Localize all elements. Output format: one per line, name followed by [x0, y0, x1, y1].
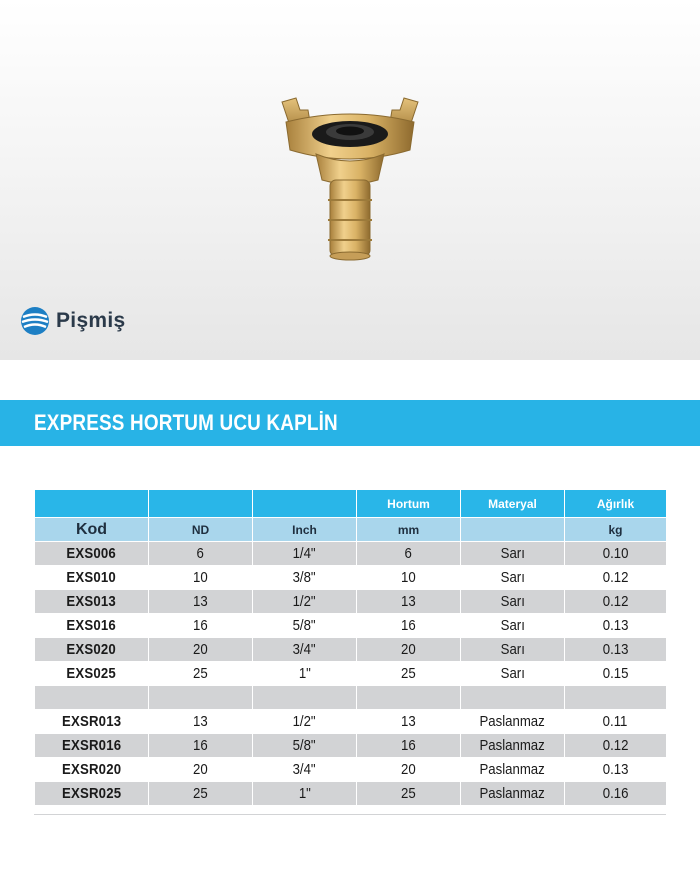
- table-cell: [461, 542, 565, 566]
- cell-text: 0.12: [602, 593, 629, 610]
- table-cell: [357, 782, 461, 806]
- brand-logo-icon: [20, 306, 50, 336]
- table-cell: [149, 758, 253, 782]
- table-cell: [565, 638, 667, 662]
- product-hero: [0, 0, 700, 360]
- table-cell: [461, 614, 565, 638]
- cell-text: EXS025: [66, 665, 117, 682]
- table-cell: [149, 686, 253, 710]
- table-cell: [253, 566, 357, 590]
- header-cell: Materyal: [461, 490, 565, 518]
- cell-text: 16: [193, 737, 208, 754]
- cell-text: 13: [401, 593, 416, 610]
- table-cell: [149, 566, 253, 590]
- product-code-cell: [35, 542, 149, 566]
- table-cell: [461, 638, 565, 662]
- cell-text: 0.13: [602, 641, 629, 658]
- table-cell: [565, 734, 667, 758]
- table-cell: [357, 734, 461, 758]
- cell-text: 1": [298, 785, 311, 802]
- cell-text: 20: [401, 761, 416, 778]
- cell-text: 0.16: [602, 785, 629, 802]
- cell-text: EXS013: [66, 593, 117, 610]
- table-header-top: [35, 490, 667, 518]
- brand: [20, 306, 126, 336]
- cell-text: 13: [193, 713, 208, 730]
- table-cell: [253, 734, 357, 758]
- table-cell: [357, 758, 461, 782]
- cell-text: 1": [298, 665, 311, 682]
- cell-text: 0.13: [602, 761, 629, 778]
- table-cell: [357, 710, 461, 734]
- section-banner: [0, 400, 700, 446]
- cell-text: EXS010: [66, 569, 117, 586]
- cell-text: Sarı: [500, 641, 525, 658]
- cell-text: 20: [401, 641, 416, 658]
- cell-text: 25: [401, 665, 416, 682]
- table-row: [35, 590, 667, 614]
- cell-text: Sarı: [500, 569, 525, 586]
- header-cell: [35, 490, 149, 518]
- product-code-cell: [35, 758, 149, 782]
- table-cell: [149, 638, 253, 662]
- cell-text: 20: [193, 761, 208, 778]
- product-code-cell: [35, 686, 149, 710]
- header-cell: Kod: [35, 518, 149, 542]
- table-cell: [565, 758, 667, 782]
- table-cell: [461, 710, 565, 734]
- table-cell: [253, 662, 357, 686]
- table-cell: [565, 614, 667, 638]
- cell-text: 0.12: [602, 737, 629, 754]
- table-cell: [149, 782, 253, 806]
- cell-text: 25: [193, 665, 208, 682]
- table-cell: [357, 566, 461, 590]
- cell-text: 25: [401, 785, 416, 802]
- cell-text: EXS016: [66, 617, 117, 634]
- cell-text: 0.13: [602, 617, 629, 634]
- cell-text: 25: [193, 785, 208, 802]
- table-row: [35, 566, 667, 590]
- table-bottom-rule: [34, 814, 666, 815]
- table-cell: [149, 710, 253, 734]
- product-code-cell: [35, 782, 149, 806]
- cell-text: 16: [193, 617, 208, 634]
- cell-text: 13: [401, 713, 416, 730]
- table-cell: [565, 590, 667, 614]
- table-row: [35, 782, 667, 806]
- cell-text: 0.12: [602, 569, 629, 586]
- table-cell: [253, 782, 357, 806]
- cell-text: 6: [196, 545, 205, 562]
- table-row: [35, 542, 667, 566]
- table-cell: [149, 614, 253, 638]
- cell-text: 5/8": [292, 737, 317, 754]
- cell-text: 10: [401, 569, 416, 586]
- cell-text: EXS020: [66, 641, 117, 658]
- cell-text: 16: [401, 617, 416, 634]
- table-header-sub: [35, 518, 667, 542]
- table-cell: [461, 782, 565, 806]
- cell-text: EXSR020: [61, 761, 122, 778]
- table-cell: [357, 686, 461, 710]
- table-cell: [357, 542, 461, 566]
- table-cell: [253, 614, 357, 638]
- table-cell: [253, 542, 357, 566]
- header-cell: ND: [149, 518, 253, 542]
- cell-text: 16: [401, 737, 416, 754]
- cell-text: 3/4": [292, 761, 317, 778]
- cell-text: 0.10: [602, 545, 629, 562]
- table-row: [35, 662, 667, 686]
- cell-text: 10: [193, 569, 208, 586]
- header-cell: kg: [565, 518, 667, 542]
- table-spacer-row: [35, 686, 667, 710]
- cell-text: Sarı: [500, 545, 525, 562]
- cell-text: Sarı: [500, 617, 525, 634]
- cell-text: Sarı: [500, 593, 525, 610]
- table-cell: [149, 662, 253, 686]
- product-code-cell: [35, 710, 149, 734]
- cell-text: 20: [193, 641, 208, 658]
- table-cell: [357, 638, 461, 662]
- cell-text: 1/4": [292, 545, 317, 562]
- cell-text: EXS006: [66, 545, 117, 562]
- cell-text: 3/8": [292, 569, 317, 586]
- cell-text: 3/4": [292, 641, 317, 658]
- product-code-cell: [35, 662, 149, 686]
- header-cell: Hortum: [357, 490, 461, 518]
- cell-text: Paslanmaz: [479, 737, 546, 754]
- table-cell: [461, 662, 565, 686]
- cell-text: 13: [193, 593, 208, 610]
- table-row: [35, 734, 667, 758]
- table-cell: [565, 662, 667, 686]
- table-cell: [461, 686, 565, 710]
- table-cell: [253, 758, 357, 782]
- section-title: EXPRESS HORTUM UCU KAPLİN: [34, 410, 338, 435]
- product-code-cell: [35, 566, 149, 590]
- brand-name: Pişmiş: [56, 309, 126, 332]
- header-cell: Inch: [253, 518, 357, 542]
- table-row: [35, 638, 667, 662]
- product-code-cell: [35, 734, 149, 758]
- table-cell: [461, 566, 565, 590]
- table-cell: [565, 566, 667, 590]
- table-cell: [253, 710, 357, 734]
- table-row: [35, 614, 667, 638]
- header-cell: [253, 490, 357, 518]
- table-cell: [149, 590, 253, 614]
- table-cell: [565, 686, 667, 710]
- cell-text: EXSR025: [61, 785, 122, 802]
- table-cell: [565, 542, 667, 566]
- table-cell: [253, 686, 357, 710]
- table-cell: [565, 782, 667, 806]
- table-row: [35, 710, 667, 734]
- table-cell: [461, 734, 565, 758]
- table-cell: [149, 542, 253, 566]
- cell-text: Paslanmaz: [479, 761, 546, 778]
- cell-text: 0.15: [602, 665, 629, 682]
- cell-text: Paslanmaz: [479, 785, 546, 802]
- cell-text: Paslanmaz: [479, 713, 546, 730]
- product-code-cell: [35, 638, 149, 662]
- table-cell: [565, 710, 667, 734]
- table-cell: [253, 590, 357, 614]
- header-cell: [149, 490, 253, 518]
- table-cell: [357, 614, 461, 638]
- table-cell: [253, 638, 357, 662]
- table-cell: [461, 590, 565, 614]
- spec-table: [34, 489, 667, 806]
- coupling-product-image: [270, 88, 430, 268]
- table-row: [35, 758, 667, 782]
- table-cell: [357, 590, 461, 614]
- product-code-cell: [35, 614, 149, 638]
- cell-text: 6: [404, 545, 413, 562]
- cell-text: EXSR013: [61, 713, 122, 730]
- cell-text: 5/8": [292, 617, 317, 634]
- cell-text: 1/2": [292, 713, 317, 730]
- cell-text: Sarı: [500, 665, 525, 682]
- header-cell: [461, 518, 565, 542]
- cell-text: 1/2": [292, 593, 317, 610]
- product-code-cell: [35, 590, 149, 614]
- table-cell: [149, 734, 253, 758]
- table-cell: [357, 662, 461, 686]
- header-cell: Ağırlık: [565, 490, 667, 518]
- table-cell: [461, 758, 565, 782]
- cell-text: 0.11: [603, 713, 628, 730]
- cell-text: EXSR016: [61, 737, 122, 754]
- header-cell: mm: [357, 518, 461, 542]
